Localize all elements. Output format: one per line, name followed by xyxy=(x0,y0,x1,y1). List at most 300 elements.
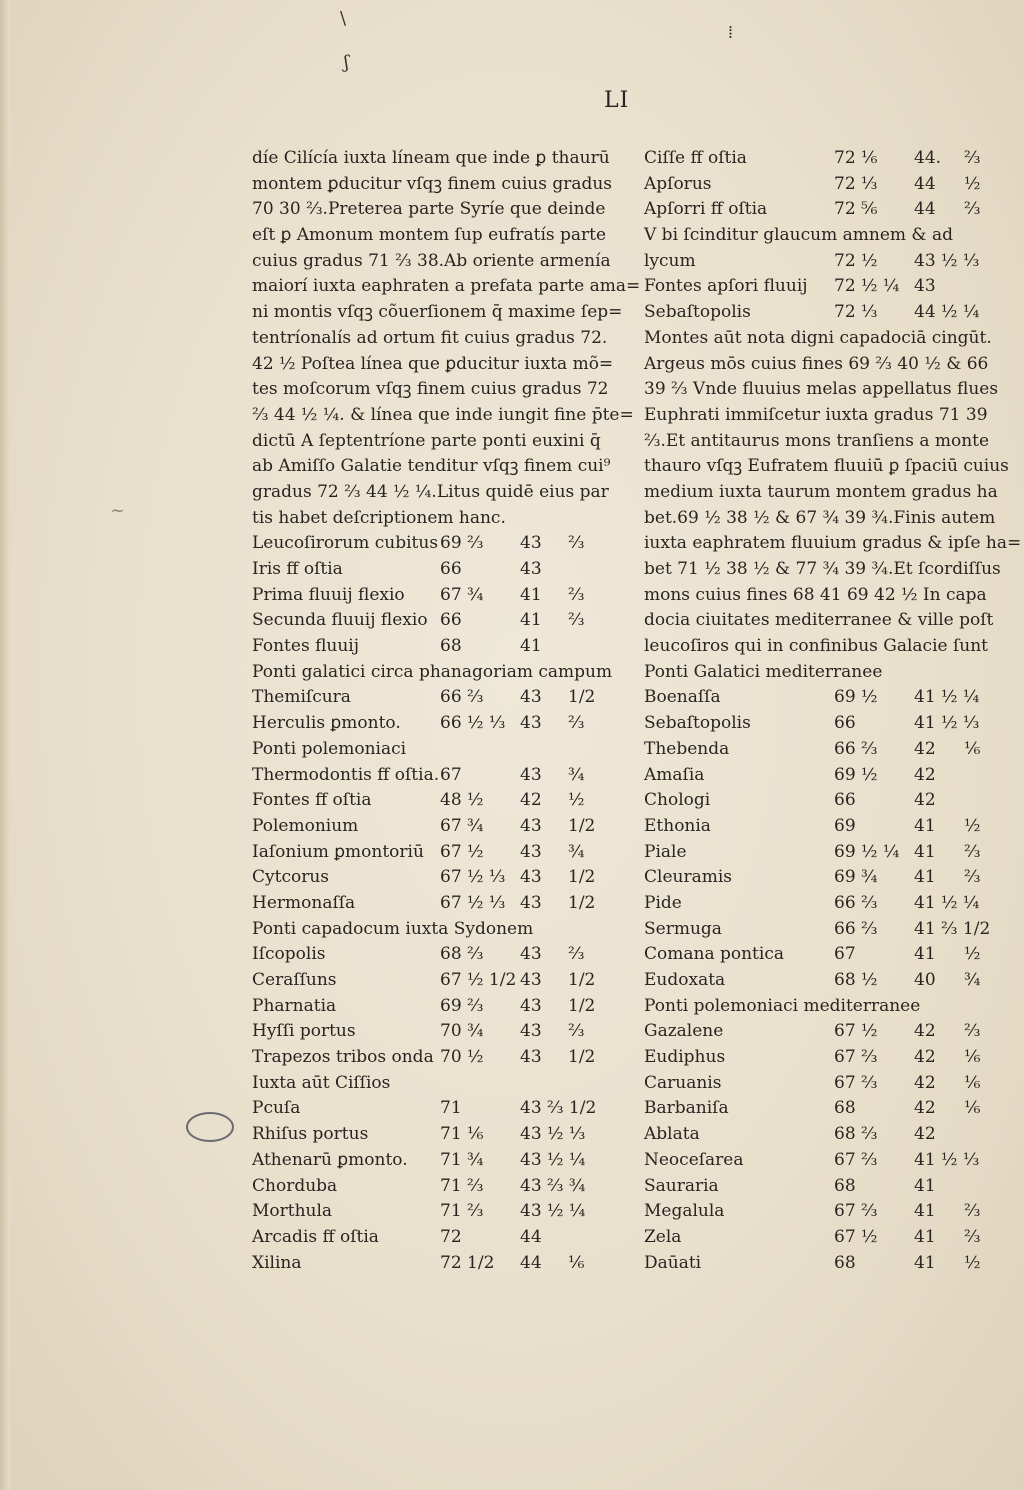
right-table xyxy=(644,685,991,1276)
coordinate-value: 43 ½ ⅓ xyxy=(520,1124,586,1145)
coordinate-value: 42 xyxy=(914,1124,936,1145)
table-row xyxy=(252,1045,598,1071)
coordinate-value: 42 xyxy=(914,738,936,759)
place-name: Pcuſa xyxy=(252,1098,301,1119)
coordinate-value: 43 xyxy=(520,815,542,836)
coordinate-value: 42 xyxy=(914,764,936,785)
table-row xyxy=(644,1174,984,1200)
place-name: Themiſcura xyxy=(252,687,351,708)
place-name: Fontes ff oſtia xyxy=(252,790,372,811)
table-row xyxy=(252,968,598,994)
place-name: Cytcorus xyxy=(252,867,329,888)
coordinate-value: 1/2 xyxy=(568,687,596,708)
coordinate-value: 43 xyxy=(520,713,542,734)
coordinate-value: 67 ½ ⅓ xyxy=(440,867,506,888)
coordinate-value: 67 xyxy=(834,944,856,965)
text-line: 39 ⅔ Vnde fluuius melas appellatus flues xyxy=(644,379,999,400)
coordinate-value: 67 ⅔ xyxy=(834,1072,878,1093)
table-row xyxy=(252,917,598,943)
coordinate-value: 69 ¾ xyxy=(834,867,878,888)
place-name: Pide xyxy=(644,892,682,913)
coordinate-value: 69 ½ ¼ xyxy=(834,841,900,862)
coordinate-value: 72 ⅙ xyxy=(834,148,878,168)
table-row xyxy=(252,814,598,840)
table-row xyxy=(252,763,598,789)
coordinate-value: 71 ¾ xyxy=(440,1149,484,1170)
coordinate-value: ⅙ xyxy=(964,1072,981,1093)
coordinate-value: 72 ½ xyxy=(834,250,878,271)
place-name: Comana pontica xyxy=(644,944,784,965)
coordinate-value: 43 xyxy=(520,944,542,965)
coordinate-value: 66 xyxy=(834,790,856,811)
coordinate-value: 1/2 xyxy=(568,892,596,913)
table-row xyxy=(644,763,984,789)
place-name: Daūati xyxy=(644,1252,702,1273)
coordinate-value: 69 ½ xyxy=(834,687,878,708)
coordinate-value: 43 xyxy=(520,892,542,913)
text-line: díe Cilícía iuxta líneam que inde ꝑ thaurū xyxy=(252,148,610,168)
coordinate-value: 71 xyxy=(440,1098,462,1119)
place-name: Sebaſtopolis xyxy=(644,302,751,323)
coordinate-value: 67 ½ ⅓ xyxy=(440,892,506,913)
ink-mark: ʃ xyxy=(344,52,349,73)
table-row xyxy=(252,1199,598,1225)
coordinate-value: 69 ½ xyxy=(834,764,878,785)
coordinate-value: 68 xyxy=(834,1175,856,1196)
coordinate-value: ⅔ xyxy=(964,867,981,888)
place-name: Athenarū ꝑmonto. xyxy=(252,1149,408,1170)
text-line: tes moſcorum vſqꝫ finem cuius gradus 72 xyxy=(252,379,609,400)
text-line: montem ꝑducitur vſqꝫ finem cuius gradus xyxy=(252,173,613,194)
coordinate-value: 43 xyxy=(914,276,936,297)
coordinate-value: 41 ½ ¼ xyxy=(914,892,980,913)
place-name: Ceraſſuns xyxy=(252,970,337,990)
coordinate-value: 41 xyxy=(914,944,936,965)
place-name: Iuxta aūt Ciſſios xyxy=(252,1072,391,1093)
coordinate-value: 43 xyxy=(520,841,542,862)
table-row xyxy=(644,788,984,814)
coordinate-value: 44 xyxy=(520,1226,542,1247)
place-name: Cleuramis xyxy=(644,867,732,888)
coordinate-value: 67 ⅔ xyxy=(834,1201,878,1222)
table-row xyxy=(252,737,598,763)
coordinate-value: 72 ½ ¼ xyxy=(834,276,900,297)
coordinate-value: 67 ⅔ xyxy=(834,1149,878,1170)
place-name: Eudoxata xyxy=(644,970,726,990)
coordinate-value: 70 ½ xyxy=(440,1047,484,1068)
coordinate-value: 43 xyxy=(520,764,542,785)
coordinate-value: 48 ½ xyxy=(440,790,484,811)
coordinate-value: ⅔ xyxy=(568,944,585,965)
coordinate-value: ½ xyxy=(964,815,981,836)
place-name: Ponti polemoniaci xyxy=(252,738,407,759)
coordinate-value: 72 1/2 xyxy=(440,1252,495,1273)
coordinate-value: 41 ½ ¼ xyxy=(914,687,980,708)
coordinate-value: ⅔ xyxy=(568,533,585,554)
table-row xyxy=(644,1045,984,1071)
coordinate-value: 70 ¾ xyxy=(440,1021,484,1042)
coordinate-value: 42 xyxy=(520,790,542,811)
table-row xyxy=(644,300,984,326)
coordinate-value: 66 ⅔ xyxy=(834,918,878,939)
coordinate-value: ⅔ xyxy=(568,610,585,631)
table-row xyxy=(252,1174,598,1200)
table-row xyxy=(252,865,598,891)
table-row xyxy=(252,1148,598,1174)
ink-mark: \ xyxy=(340,8,347,29)
coordinate-value: 72 ⅓ xyxy=(834,302,878,323)
coordinate-value: 44. xyxy=(914,148,942,168)
table-row xyxy=(644,1225,984,1251)
right-column xyxy=(644,146,1022,1276)
coordinate-value: 66 xyxy=(834,713,856,734)
text-line: Euphrati immiſcetur iuxta gradus 71 39 xyxy=(644,404,988,425)
place-name: Sebaſtopolis xyxy=(644,713,751,734)
table-row xyxy=(644,891,984,917)
table-row xyxy=(252,531,598,557)
table-row xyxy=(644,711,984,737)
coordinate-value: 43 ½ ⅓ xyxy=(914,250,980,271)
coordinate-value: ½ xyxy=(568,790,585,811)
coordinate-value: 1/2 xyxy=(568,815,596,836)
coordinate-value: 1/2 xyxy=(568,970,596,990)
coordinate-value: ⅔ xyxy=(964,1226,981,1247)
table-row xyxy=(644,814,984,840)
coordinate-value: 43 ⅔ 1/2 xyxy=(520,1098,597,1119)
text-line: 70 30 ⅔.Preterea parte Syríe que deinde xyxy=(252,199,606,220)
text-line: tis habet deſcriptionem hanc. xyxy=(252,507,506,528)
coordinate-value: 43 ½ ¼ xyxy=(520,1149,586,1170)
coordinate-value: 41 ⅔ 1/2 xyxy=(914,918,991,939)
coordinate-value: 68 ⅔ xyxy=(440,944,484,965)
coordinate-value: 66 ½ ⅓ xyxy=(440,713,506,734)
table-row xyxy=(252,994,598,1020)
place-name: Iris ff oſtia xyxy=(252,559,343,579)
coordinate-value: 67 ½ xyxy=(834,1226,878,1247)
coordinate-value: 43 xyxy=(520,995,542,1016)
coordinate-value: ⅔ xyxy=(964,148,981,168)
table-row xyxy=(644,1122,984,1148)
coordinate-value: ⅙ xyxy=(964,1098,981,1119)
coordinate-value: 43 xyxy=(520,970,542,990)
text-line: Ponti Galatici mediterranee xyxy=(644,661,883,682)
place-name: Fontes fluuij xyxy=(252,636,360,657)
coordinate-value: 72 ⅚ xyxy=(834,199,878,220)
coordinate-value: 68 xyxy=(834,1098,856,1119)
library-stamp xyxy=(186,1112,234,1142)
place-name: Prima fluuij flexio xyxy=(252,584,405,605)
text-line: V bi ſcinditur glaucum amnem & ad xyxy=(644,225,953,246)
coordinate-value: 69 xyxy=(834,815,856,836)
place-name: Thermodontis ff oſtia. xyxy=(252,764,440,785)
place-name: Neoceſarea xyxy=(644,1149,744,1170)
coordinate-value: 43 xyxy=(520,1021,542,1042)
coordinate-value: 1/2 xyxy=(568,995,596,1016)
table-row xyxy=(252,583,598,609)
coordinate-value: 68 ⅔ xyxy=(834,1124,878,1145)
text-line: Argeus mōs cuius fines 69 ⅔ 40 ½ & 66 xyxy=(644,353,989,374)
place-name: Iſcopolis xyxy=(252,944,326,965)
place-name: Chorduba xyxy=(252,1175,338,1196)
place-name: Boenaſſa xyxy=(644,687,721,708)
text-line: Montes aūt nota digni capadociā cingūt. xyxy=(644,327,992,348)
coordinate-value: ½ xyxy=(964,944,981,965)
place-name: Hermonaſſa xyxy=(252,892,356,913)
table-row xyxy=(252,1096,598,1122)
text-line: docia ciuitates mediterranee & ville poſt xyxy=(644,610,994,631)
coordinate-value: 68 xyxy=(834,1252,856,1273)
place-name: Apſorus xyxy=(644,173,712,194)
coordinate-value: 43 xyxy=(520,559,542,579)
coordinate-value: 41 xyxy=(520,610,542,631)
place-name: Eudiphus xyxy=(644,1047,726,1068)
coordinate-value: 72 ⅓ xyxy=(834,173,878,194)
coordinate-value: 66 xyxy=(440,559,462,579)
table-row xyxy=(644,249,984,275)
text-line: eſt ꝑ Amonum montem ſup eufratís parte xyxy=(252,225,607,246)
coordinate-value: ¾ xyxy=(568,841,585,862)
table-row xyxy=(252,634,598,660)
coordinate-value: 40 xyxy=(914,970,936,990)
table-row xyxy=(644,685,984,711)
text-line: medium iuxta taurum montem gradus ha xyxy=(644,481,998,502)
left-paragraph xyxy=(252,146,641,531)
place-name: Ponti galatici circa phanagoriam campum xyxy=(252,661,613,682)
left-column xyxy=(252,146,641,1276)
coordinate-value: 41 ½ ⅓ xyxy=(914,713,980,734)
text-line: gradus 72 ⅔ 44 ½ ¼.Litus quidē eius par xyxy=(252,481,609,502)
coordinate-value: 43 xyxy=(520,687,542,708)
coordinate-value: 41 xyxy=(914,1201,936,1222)
table-row xyxy=(644,865,984,891)
table-row xyxy=(252,788,598,814)
table-row xyxy=(644,197,984,223)
coordinate-value: 41 xyxy=(914,1226,936,1247)
place-name: Piale xyxy=(644,841,687,862)
coordinate-value: ⅔ xyxy=(964,1201,981,1222)
text-line: ab Amiſſo Galatie tenditur vſqꝫ finem cui⁹ xyxy=(252,456,611,477)
text-line: tentríonalís ad ortum fit cuius gradus 72. xyxy=(252,327,608,348)
coordinate-value: ⅔ xyxy=(568,584,585,605)
coordinate-value: 67 ⅔ xyxy=(834,1047,878,1068)
place-name: Zela xyxy=(644,1226,682,1247)
place-name: Pharnatia xyxy=(252,995,337,1016)
table-row xyxy=(252,685,598,711)
coordinate-value: ½ xyxy=(964,1252,981,1273)
right-paragraph-b xyxy=(644,326,1022,686)
text-line: bet.69 ½ 38 ½ & 67 ¾ 39 ¾.Finis autem xyxy=(644,507,996,528)
place-name: Apſorri ff oſtia xyxy=(644,199,768,220)
coordinate-value: ⅔ xyxy=(568,713,585,734)
table-row xyxy=(644,1019,984,1045)
place-name: Sermuga xyxy=(644,918,722,939)
coordinate-value: 68 xyxy=(440,636,462,657)
table-row xyxy=(252,840,598,866)
coordinate-value: 41 xyxy=(914,867,936,888)
table-row xyxy=(644,840,984,866)
coordinate-value: 66 ⅔ xyxy=(834,738,878,759)
folio-number: LI xyxy=(604,88,630,113)
table-row xyxy=(644,1148,984,1174)
table-row xyxy=(252,1122,598,1148)
coordinate-value: 43 ⅔ ¾ xyxy=(520,1175,586,1196)
text-line: ni montis vſqꝫ cõuerſionem q̄ maxime ſep= xyxy=(252,302,623,323)
place-name: Fontes apſori fluuij xyxy=(644,276,808,297)
coordinate-value: 44 ½ ¼ xyxy=(914,302,980,323)
place-name: Chologi xyxy=(644,790,711,811)
coordinate-value: 44 xyxy=(914,199,936,220)
text-line: ⅔.Et antitaurus mons tranſiens a monte xyxy=(644,430,990,451)
ink-mark: ~ xyxy=(110,500,126,521)
text-line: mons cuius fines 68 41 69 42 ½ In capa xyxy=(644,584,987,605)
place-name: Sauraria xyxy=(644,1175,719,1196)
coordinate-value: 1/2 xyxy=(568,867,596,888)
place-name: Barbaniſa xyxy=(644,1098,729,1119)
table-row xyxy=(644,172,984,198)
coordinate-value: 68 ½ xyxy=(834,970,878,990)
table-row xyxy=(644,1071,984,1097)
coordinate-value: ⅙ xyxy=(964,1047,981,1068)
table-row xyxy=(252,1225,598,1251)
coordinate-value: 43 xyxy=(520,533,542,554)
table-row xyxy=(644,994,984,1020)
coordinate-value: 43 ½ ¼ xyxy=(520,1201,586,1222)
coordinate-value: ½ xyxy=(964,173,981,194)
coordinate-value: 71 ⅔ xyxy=(440,1201,484,1222)
coordinate-value: 71 ⅙ xyxy=(440,1124,484,1145)
coordinate-value: ⅙ xyxy=(568,1252,585,1273)
place-name: Ponti capadocum iuxta Sydonem xyxy=(252,918,534,939)
table-row xyxy=(644,146,984,172)
text-line: cuius gradus 71 ⅔ 38.Ab oriente armenía xyxy=(252,250,611,271)
place-name: Thebenda xyxy=(644,738,730,759)
text-line: maiorí iuxta eaphraten a prefata parte ama= xyxy=(252,276,641,297)
text-line: iuxta eaphratem fluuium gradus & ipſe ha= xyxy=(644,533,1022,554)
text-line: dictū A ſeptentríone parte ponti euxini q̄ xyxy=(252,430,601,451)
coordinate-value: 42 xyxy=(914,1098,936,1119)
place-name: Ciſſe ff oſtia xyxy=(644,148,747,168)
table-row xyxy=(252,891,598,917)
table-row xyxy=(644,737,984,763)
text-line: 42 ½ Poſtea línea que ꝑducitur iuxta mõ= xyxy=(252,353,614,374)
coordinate-value: 42 xyxy=(914,1047,936,1068)
place-name: Rhiſus portus xyxy=(252,1124,369,1145)
place-name: Amaſia xyxy=(644,764,705,785)
coordinate-value: 41 ½ ⅓ xyxy=(914,1149,980,1170)
coordinate-value: 67 ½ xyxy=(440,841,484,862)
coordinate-value: 43 xyxy=(520,867,542,888)
right-paragraph-a xyxy=(644,223,984,249)
right-table-top xyxy=(644,146,984,223)
coordinate-value: 41 xyxy=(914,1175,936,1196)
text-line: ⅔ 44 ½ ¼. & línea que inde iungit fine p̄te= xyxy=(252,404,634,425)
coordinate-value: 66 xyxy=(440,610,462,631)
place-name: Arcadis ff oſtia xyxy=(252,1226,379,1247)
coordinate-value: 43 xyxy=(520,1047,542,1068)
coordinate-value: 69 ⅔ xyxy=(440,533,484,554)
coordinate-value: ⅙ xyxy=(964,738,981,759)
right-table-mid xyxy=(644,249,984,326)
coordinate-value: 42 xyxy=(914,1021,936,1042)
text-line: bet 71 ½ 38 ½ & 77 ¾ 39 ¾.Et ſcordiſſus xyxy=(644,559,1001,579)
coordinate-value: 41 xyxy=(520,636,542,657)
coordinate-value: 67 ½ 1/2 xyxy=(440,970,517,990)
coordinate-value: 67 ½ xyxy=(834,1021,878,1042)
coordinate-value: 41 xyxy=(914,1252,936,1273)
table-row xyxy=(252,942,598,968)
text-line: thauro vſqꝫ Eufratem fluuiū ꝑ ſpaciū cuius xyxy=(644,456,1009,477)
page-edge xyxy=(0,0,10,1490)
coordinate-value: 67 xyxy=(440,764,462,785)
place-name: Iaſonium ꝑmontoriū xyxy=(252,841,424,862)
coordinate-value: 41 xyxy=(914,815,936,836)
coordinate-value: 44 xyxy=(914,173,936,194)
coordinate-value: ⅔ xyxy=(568,1021,585,1042)
text-line: leucoſiros qui in confinibus Galacie ſunt xyxy=(644,636,989,657)
coordinate-value: 42 xyxy=(914,1072,936,1093)
coordinate-value: 42 xyxy=(914,790,936,811)
table-row xyxy=(252,608,598,634)
table-row xyxy=(252,1071,598,1097)
coordinate-value: 72 xyxy=(440,1226,462,1247)
coordinate-value: 69 ⅔ xyxy=(440,995,484,1016)
table-row xyxy=(252,1019,598,1045)
place-name: Ponti polemoniaci mediterranee xyxy=(644,995,921,1016)
table-row xyxy=(644,1199,984,1225)
place-name: Polemonium xyxy=(252,815,359,836)
table-row xyxy=(252,711,598,737)
place-name: Trapezos tribos onda xyxy=(252,1047,434,1068)
coordinate-value: 41 xyxy=(520,584,542,605)
coordinate-value: 44 xyxy=(520,1252,542,1273)
coordinate-value: ¾ xyxy=(964,970,981,990)
place-name: Ablata xyxy=(644,1124,700,1145)
coordinate-value: ⅔ xyxy=(964,199,981,220)
table-row xyxy=(644,917,991,943)
coordinate-value: ⅔ xyxy=(964,1021,981,1042)
place-name: Gazalene xyxy=(644,1021,724,1042)
table-row xyxy=(252,1251,598,1277)
place-name: Secunda fluuij flexio xyxy=(252,610,428,631)
coordinate-value: 71 ⅔ xyxy=(440,1175,484,1196)
coordinate-value: 1/2 xyxy=(568,1047,596,1068)
table-row xyxy=(252,660,613,686)
place-name: Morthula xyxy=(252,1201,333,1222)
table-row xyxy=(644,1096,984,1122)
coordinate-value: ¾ xyxy=(568,764,585,785)
place-name: Megalula xyxy=(644,1201,725,1222)
coordinate-value: 66 ⅔ xyxy=(834,892,878,913)
place-name: Ethonia xyxy=(644,815,711,836)
place-name: Xilina xyxy=(252,1252,302,1273)
place-name: Hyſſi portus xyxy=(252,1021,356,1042)
table-row xyxy=(644,968,984,994)
coordinate-value: 66 ⅔ xyxy=(440,687,484,708)
place-name: lycum xyxy=(644,250,696,271)
left-table xyxy=(252,531,613,1276)
place-name: Caruanis xyxy=(644,1072,722,1093)
coordinate-value: 67 ¾ xyxy=(440,584,484,605)
table-row xyxy=(252,557,598,583)
table-row xyxy=(644,1251,984,1277)
coordinate-value: 67 ¾ xyxy=(440,815,484,836)
ink-mark: ⁞ xyxy=(728,22,734,43)
place-name: Herculis ꝑmonto. xyxy=(252,713,401,734)
coordinate-value: 41 xyxy=(914,841,936,862)
table-row xyxy=(644,274,984,300)
coordinate-value: ⅔ xyxy=(964,841,981,862)
place-name: Leucoſirorum cubitus xyxy=(252,533,439,554)
